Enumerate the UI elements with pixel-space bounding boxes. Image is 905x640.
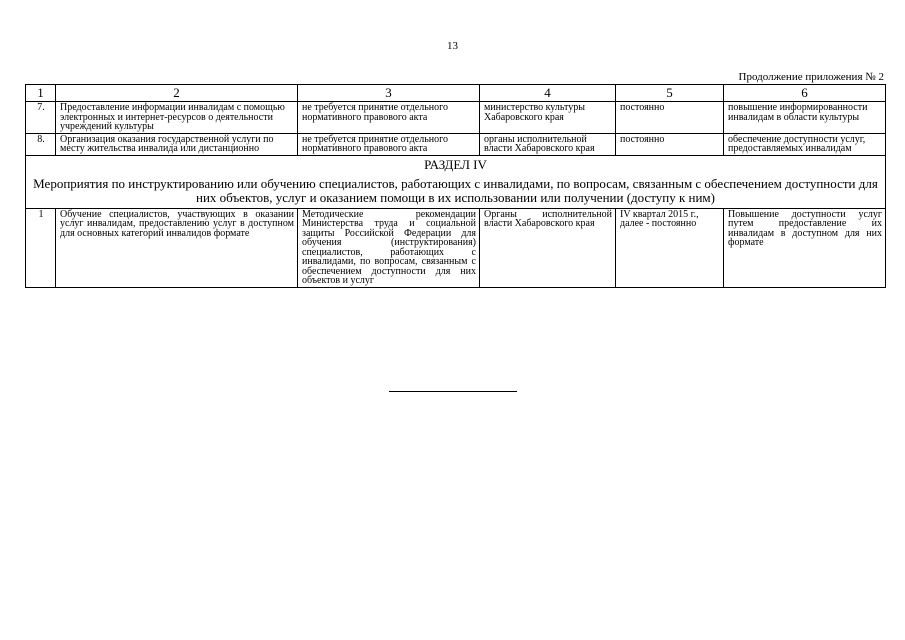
row-number: 8. [26, 133, 56, 155]
result-cell: Повышение доступности услуг путем предоставление их инвалидам в доступном для них формате [724, 208, 886, 287]
basis-cell: не требуется принятие отдельного нормативного правового акта [298, 102, 480, 134]
column-header: 3 [298, 85, 480, 102]
footer-divider [389, 391, 517, 392]
table-header-row [26, 85, 886, 102]
page-number: 13 [447, 40, 458, 52]
section-header-cell [26, 155, 886, 208]
basis-cell: не требуется принятие отдельного нормативного правового акта [298, 133, 480, 155]
section-subtitle: Мероприятия по инструктированию или обучению специалистов, работающих с инвалидами, по вопросам, связанным с обеспечением доступности для них объектов, услуг и оказанием помощи в их использовании или получении (доступу к ним) [33, 175, 878, 205]
deadline-cell: постоянно [616, 102, 724, 134]
result-cell: обеспечение доступности услуг, предоставляемых инвалидам [724, 133, 886, 155]
table-row [26, 133, 886, 155]
basis-cell: Методические рекомендации Министерства труда и социальной защиты Российской Федерации для обучения (инструктирования) специалистов, работающих с инвалидами, по вопросам, связанным с обеспечением доступности для них объектов и услуг [298, 208, 480, 287]
executor-cell: министерство культуры Хабаровского края [480, 102, 616, 134]
table-row [26, 102, 886, 134]
column-header: 4 [480, 85, 616, 102]
measures-table [25, 84, 886, 288]
executor-cell: органы исполнительной власти Хабаровского края [480, 133, 616, 155]
executor-cell: Органы исполнительной власти Хабаровского края [480, 208, 616, 287]
section-title: РАЗДЕЛ IV [424, 156, 487, 172]
column-header: 5 [616, 85, 724, 102]
continuation-label: Продолжение приложения № 2 [738, 71, 884, 83]
row-number: 1 [26, 208, 56, 287]
measure-cell: Предоставление информации инвалидам с помощью электронных и интернет-ресурсов о деятельности учреждений культуры [56, 102, 298, 134]
table-row [26, 208, 886, 287]
deadline-cell: IV квартал 2015 г., далее - постоянно [616, 208, 724, 287]
deadline-cell: постоянно [616, 133, 724, 155]
column-header: 6 [724, 85, 886, 102]
column-header: 2 [56, 85, 298, 102]
measure-cell: Обучение специалистов, участвующих в оказании услуг инвалидам, предоставлению услуг в доступном для основных категорий инвалидов формате [56, 208, 298, 287]
result-cell: повышение информированности инвалидам в области культуры [724, 102, 886, 134]
column-header: 1 [26, 85, 56, 102]
section-header-row [26, 155, 886, 208]
row-number: 7. [26, 102, 56, 134]
measure-cell: Организация оказания государственной услуги по месту жительства инвалида или дистанционно [56, 133, 298, 155]
